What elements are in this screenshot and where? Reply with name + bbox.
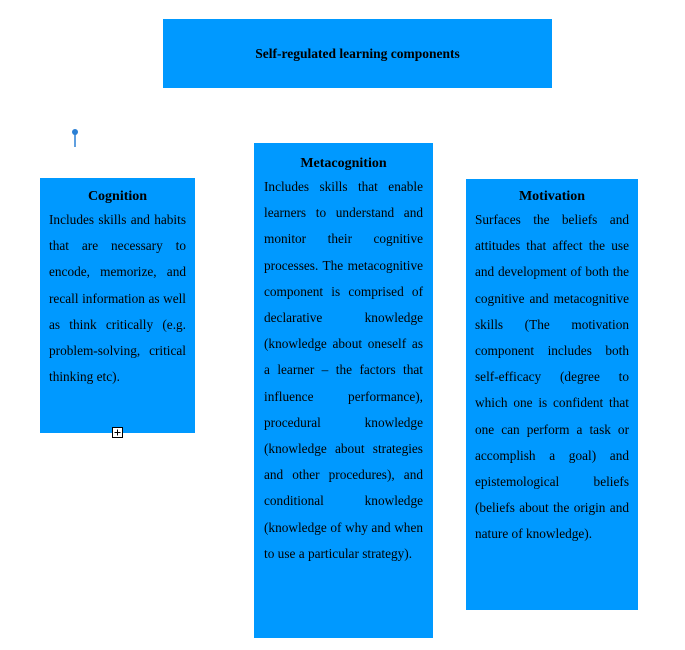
metacognition-heading: Metacognition — [300, 156, 387, 171]
diagram-title-box[interactable] — [163, 19, 552, 88]
expand-handle-icon[interactable] — [112, 427, 123, 438]
anchor-pin-icon[interactable] — [71, 128, 79, 148]
motivation-box[interactable] — [466, 179, 638, 610]
diagram-title: Self-regulated learning components — [255, 45, 460, 61]
motivation-heading: Motivation — [518, 189, 586, 204]
cognition-box[interactable] — [40, 178, 195, 433]
cognition-heading: Cognition — [87, 189, 148, 204]
motivation-description: Surfaces the beliefs and attitudes that affect the use and development of both the cognitive and metacognitive skills (The motivation component includes both self-efficacy (degree to which one is confident that one can perform a task or accomplish a goal) and epistemological beliefs (beliefs about the origin and nature of knowledge). — [475, 212, 629, 542]
cognition-description: Includes skills and habits that are necessary to encode, memorize, and recall information as well as think critically (e.g. problem-solving, critical thinking etc). — [49, 212, 186, 385]
metacognition-box[interactable] — [254, 143, 433, 638]
metacognition-description: Includes skills that enable learners to understand and monitor their cognitive processes. The metacognitive component is comprised of declarative knowledge (knowledge about oneself as a learner – the factors that influence performance), procedural knowledge (knowledge about strategies and other procedures), and conditional knowledge (knowledge of why and when to use a particular strategy). — [264, 179, 423, 561]
